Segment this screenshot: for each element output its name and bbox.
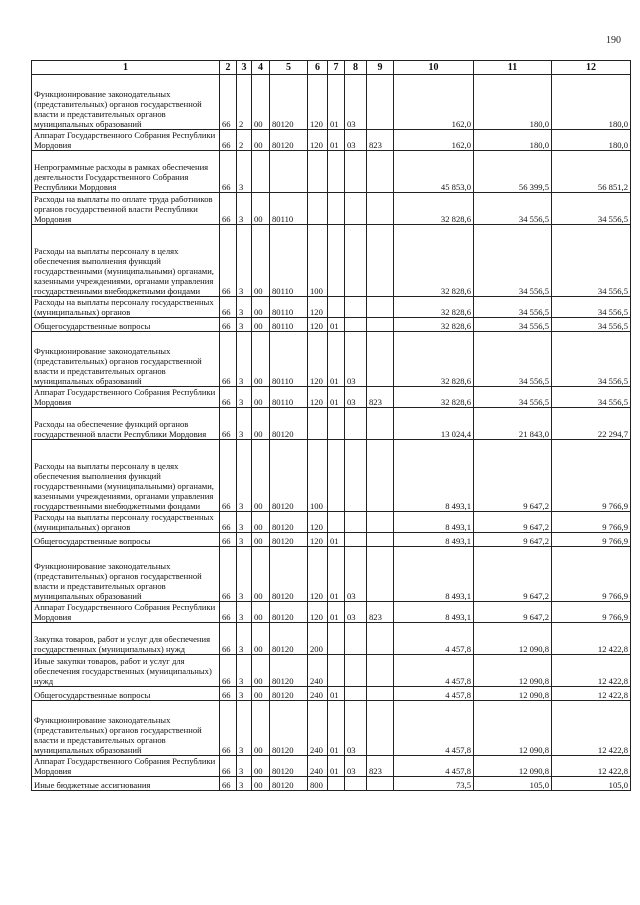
row-code-c4: 00	[252, 297, 270, 318]
row-code-c3: 3	[237, 297, 252, 318]
row-value-c12: 12 422,8	[552, 623, 631, 655]
row-code-c2: 66	[220, 318, 237, 332]
row-code-c9	[367, 701, 394, 756]
row-code-c2: 66	[220, 193, 237, 225]
row-code-c7	[328, 193, 345, 225]
row-code-c4: 00	[252, 332, 270, 387]
row-code-c7: 01	[328, 547, 345, 602]
row-value-c11: 34 556,5	[474, 225, 552, 297]
row-value-c10: 32 828,6	[394, 225, 474, 297]
row-code-c6: 240	[308, 701, 328, 756]
row-code-c4: 00	[252, 777, 270, 791]
row-code-c4: 00	[252, 193, 270, 225]
row-value-c10: 8 493,1	[394, 512, 474, 533]
row-code-c2: 66	[220, 387, 237, 408]
row-code-c9: 823	[367, 602, 394, 623]
row-value-c11: 34 556,5	[474, 193, 552, 225]
row-code-c6	[308, 151, 328, 193]
row-code-c6: 240	[308, 756, 328, 777]
row-code-c6: 200	[308, 623, 328, 655]
row-code-c7	[328, 225, 345, 297]
row-name: Расходы на выплаты персоналу в целях обеспечения выполнения функций государственными (муниципальными) органами, казенными учреждениями, органами управления государственными внебюджетными фондами	[32, 225, 220, 297]
row-value-c11: 12 090,8	[474, 701, 552, 756]
row-value-c12: 34 556,5	[552, 332, 631, 387]
row-value-c12: 12 422,8	[552, 701, 631, 756]
row-code-c9	[367, 408, 394, 440]
row-code-c8: 03	[345, 332, 367, 387]
table-row	[32, 387, 631, 408]
row-code-c8: 03	[345, 602, 367, 623]
row-code-c2: 66	[220, 623, 237, 655]
row-code-c3: 3	[237, 777, 252, 791]
row-code-c9	[367, 512, 394, 533]
table-row	[32, 547, 631, 602]
row-code-c6: 240	[308, 655, 328, 687]
row-value-c12: 180,0	[552, 75, 631, 130]
row-value-c11: 12 090,8	[474, 655, 552, 687]
row-code-c3: 3	[237, 512, 252, 533]
row-value-c11: 34 556,5	[474, 297, 552, 318]
column-header: 11	[474, 61, 552, 75]
row-code-c3: 3	[237, 701, 252, 756]
table-row	[32, 777, 631, 791]
row-code-c8	[345, 533, 367, 547]
row-value-c10: 4 457,8	[394, 701, 474, 756]
row-code-c7	[328, 623, 345, 655]
row-code-c7: 01	[328, 533, 345, 547]
row-value-c10: 4 457,8	[394, 756, 474, 777]
row-code-c5: 80120	[270, 533, 308, 547]
row-code-c9	[367, 440, 394, 512]
column-header: 4	[252, 61, 270, 75]
row-code-c3: 3	[237, 655, 252, 687]
table-row	[32, 408, 631, 440]
row-value-c10: 32 828,6	[394, 193, 474, 225]
row-code-c6: 100	[308, 225, 328, 297]
table-row	[32, 151, 631, 193]
row-code-c9	[367, 75, 394, 130]
budget-table	[31, 60, 631, 791]
row-code-c3: 3	[237, 387, 252, 408]
row-name: Расходы на выплаты персоналу государственных (муниципальных) органов	[32, 512, 220, 533]
column-header: 12	[552, 61, 631, 75]
row-code-c4: 00	[252, 756, 270, 777]
row-code-c9	[367, 687, 394, 701]
row-code-c3: 3	[237, 547, 252, 602]
row-value-c10: 4 457,8	[394, 655, 474, 687]
row-code-c6: 120	[308, 332, 328, 387]
row-code-c4: 00	[252, 387, 270, 408]
row-value-c10: 162,0	[394, 130, 474, 151]
row-name: Функционирование законодательных (представительных) органов государственной власти и представительных органов муниципальных образований	[32, 332, 220, 387]
row-code-c8	[345, 297, 367, 318]
row-code-c3: 3	[237, 687, 252, 701]
row-code-c5: 80120	[270, 512, 308, 533]
row-value-c11: 12 090,8	[474, 756, 552, 777]
row-code-c9	[367, 318, 394, 332]
row-code-c2: 66	[220, 75, 237, 130]
row-value-c12: 12 422,8	[552, 756, 631, 777]
row-code-c9	[367, 623, 394, 655]
row-value-c11: 12 090,8	[474, 687, 552, 701]
row-code-c5: 80110	[270, 193, 308, 225]
row-code-c2: 66	[220, 408, 237, 440]
row-name: Общегосударственные вопросы	[32, 533, 220, 547]
row-code-c8	[345, 623, 367, 655]
row-code-c2: 66	[220, 701, 237, 756]
row-code-c2: 66	[220, 440, 237, 512]
row-code-c7: 01	[328, 332, 345, 387]
table-row	[32, 602, 631, 623]
row-code-c9: 823	[367, 756, 394, 777]
row-code-c4: 00	[252, 408, 270, 440]
column-header: 1	[32, 61, 220, 75]
row-name: Иные бюджетные ассигнования	[32, 777, 220, 791]
row-value-c12: 9 766,9	[552, 547, 631, 602]
row-code-c8	[345, 193, 367, 225]
row-code-c7	[328, 297, 345, 318]
row-code-c8: 03	[345, 756, 367, 777]
row-value-c11: 56 399,5	[474, 151, 552, 193]
row-code-c7	[328, 408, 345, 440]
row-code-c6	[308, 193, 328, 225]
row-code-c7: 01	[328, 602, 345, 623]
row-code-c4	[252, 151, 270, 193]
row-code-c7: 01	[328, 318, 345, 332]
row-code-c7: 01	[328, 130, 345, 151]
row-code-c7: 01	[328, 701, 345, 756]
row-code-c4: 00	[252, 623, 270, 655]
table-row	[32, 130, 631, 151]
row-value-c10: 4 457,8	[394, 623, 474, 655]
row-code-c7	[328, 512, 345, 533]
row-code-c4: 00	[252, 225, 270, 297]
row-name: Общегосударственные вопросы	[32, 687, 220, 701]
row-code-c7	[328, 151, 345, 193]
row-code-c7: 01	[328, 387, 345, 408]
row-code-c8	[345, 151, 367, 193]
row-code-c4: 00	[252, 512, 270, 533]
row-name: Аппарат Государственного Собрания Республики Мордовия	[32, 602, 220, 623]
row-value-c11: 9 647,2	[474, 533, 552, 547]
table-row	[32, 225, 631, 297]
row-code-c2: 66	[220, 130, 237, 151]
row-value-c11: 34 556,5	[474, 318, 552, 332]
row-code-c3: 3	[237, 533, 252, 547]
row-name: Общегосударственные вопросы	[32, 318, 220, 332]
row-value-c10: 8 493,1	[394, 533, 474, 547]
row-value-c10: 32 828,6	[394, 297, 474, 318]
row-code-c5: 80120	[270, 130, 308, 151]
column-header: 2	[220, 61, 237, 75]
row-code-c5: 80120	[270, 440, 308, 512]
row-code-c9	[367, 193, 394, 225]
row-name: Аппарат Государственного Собрания Республики Мордовия	[32, 130, 220, 151]
row-code-c9	[367, 151, 394, 193]
row-code-c3: 3	[237, 756, 252, 777]
row-code-c2: 66	[220, 151, 237, 193]
row-code-c9	[367, 533, 394, 547]
table-row	[32, 440, 631, 512]
row-code-c7	[328, 777, 345, 791]
row-code-c2: 66	[220, 332, 237, 387]
row-code-c2: 66	[220, 297, 237, 318]
row-value-c12: 34 556,5	[552, 225, 631, 297]
row-code-c7: 01	[328, 687, 345, 701]
row-code-c4: 00	[252, 687, 270, 701]
row-value-c10: 13 024,4	[394, 408, 474, 440]
row-code-c4: 00	[252, 75, 270, 130]
row-code-c9	[367, 547, 394, 602]
row-code-c6: 120	[308, 75, 328, 130]
row-value-c11: 9 647,2	[474, 440, 552, 512]
row-code-c4: 00	[252, 318, 270, 332]
row-value-c10: 8 493,1	[394, 602, 474, 623]
row-code-c6: 120	[308, 512, 328, 533]
row-code-c9: 823	[367, 130, 394, 151]
row-name: Расходы на выплаты персоналу государственных (муниципальных) органов	[32, 297, 220, 318]
row-value-c12: 9 766,9	[552, 512, 631, 533]
row-value-c11: 9 647,2	[474, 547, 552, 602]
row-code-c5: 80110	[270, 225, 308, 297]
row-code-c2: 66	[220, 225, 237, 297]
table-row	[32, 655, 631, 687]
column-header: 5	[270, 61, 308, 75]
table-row	[32, 332, 631, 387]
row-code-c8	[345, 687, 367, 701]
row-code-c8: 03	[345, 547, 367, 602]
row-code-c6: 800	[308, 777, 328, 791]
row-code-c8	[345, 655, 367, 687]
column-header: 7	[328, 61, 345, 75]
row-value-c12: 34 556,5	[552, 297, 631, 318]
row-code-c8	[345, 318, 367, 332]
row-name: Непрограммные расходы в рамках обеспечения деятельности Государственного Собрания Республики Мордовия	[32, 151, 220, 193]
table-row	[32, 512, 631, 533]
row-code-c7	[328, 655, 345, 687]
row-value-c10: 4 457,8	[394, 687, 474, 701]
row-code-c3: 3	[237, 318, 252, 332]
row-code-c3: 3	[237, 623, 252, 655]
row-code-c9	[367, 225, 394, 297]
row-code-c5: 80120	[270, 623, 308, 655]
table-row	[32, 533, 631, 547]
row-code-c2: 66	[220, 655, 237, 687]
row-code-c9	[367, 297, 394, 318]
row-code-c3: 3	[237, 440, 252, 512]
column-header: 6	[308, 61, 328, 75]
row-code-c4: 00	[252, 701, 270, 756]
row-code-c6	[308, 408, 328, 440]
table-row	[32, 75, 631, 130]
row-code-c8	[345, 440, 367, 512]
row-code-c5: 80110	[270, 297, 308, 318]
row-value-c10: 45 853,0	[394, 151, 474, 193]
row-name: Закупка товаров, работ и услуг для обеспечения государственных (муниципальных) нужд	[32, 623, 220, 655]
column-header: 9	[367, 61, 394, 75]
row-code-c3: 3	[237, 602, 252, 623]
row-value-c12: 105,0	[552, 777, 631, 791]
row-value-c12: 34 556,5	[552, 193, 631, 225]
row-code-c5: 80120	[270, 756, 308, 777]
row-code-c9	[367, 655, 394, 687]
row-value-c12: 22 294,7	[552, 408, 631, 440]
row-code-c7: 01	[328, 75, 345, 130]
column-header: 3	[237, 61, 252, 75]
row-code-c8: 03	[345, 387, 367, 408]
row-name: Аппарат Государственного Собрания Республики Мордовия	[32, 756, 220, 777]
row-value-c12: 34 556,5	[552, 387, 631, 408]
row-code-c2: 66	[220, 777, 237, 791]
row-code-c5: 80120	[270, 687, 308, 701]
row-code-c3: 3	[237, 193, 252, 225]
row-code-c6: 120	[308, 533, 328, 547]
row-code-c9: 823	[367, 387, 394, 408]
row-code-c3: 2	[237, 75, 252, 130]
row-code-c3: 3	[237, 332, 252, 387]
row-value-c12: 9 766,9	[552, 533, 631, 547]
row-code-c8: 03	[345, 701, 367, 756]
row-code-c5: 80120	[270, 75, 308, 130]
row-name: Функционирование законодательных (представительных) органов государственной власти и представительных органов муниципальных образований	[32, 701, 220, 756]
row-code-c4: 00	[252, 547, 270, 602]
row-value-c10: 8 493,1	[394, 547, 474, 602]
row-code-c8: 03	[345, 130, 367, 151]
row-code-c5	[270, 151, 308, 193]
row-value-c11: 34 556,5	[474, 387, 552, 408]
row-code-c7	[328, 440, 345, 512]
row-code-c4: 00	[252, 533, 270, 547]
row-code-c3: 2	[237, 130, 252, 151]
page-number: 190	[606, 35, 621, 46]
table-row	[32, 318, 631, 332]
row-code-c2: 66	[220, 602, 237, 623]
row-value-c10: 32 828,6	[394, 332, 474, 387]
row-code-c8	[345, 225, 367, 297]
row-code-c9	[367, 777, 394, 791]
row-value-c12: 12 422,8	[552, 687, 631, 701]
row-code-c5: 80120	[270, 602, 308, 623]
row-code-c4: 00	[252, 602, 270, 623]
row-name: Аппарат Государственного Собрания Республики Мордовия	[32, 387, 220, 408]
row-code-c2: 66	[220, 533, 237, 547]
row-code-c6: 120	[308, 547, 328, 602]
row-value-c10: 32 828,6	[394, 318, 474, 332]
row-code-c5: 80120	[270, 547, 308, 602]
row-code-c5: 80110	[270, 387, 308, 408]
row-code-c6: 120	[308, 297, 328, 318]
row-code-c5: 80120	[270, 777, 308, 791]
row-name: Расходы на выплаты по оплате труда работников органов государственной власти Республики Мордовия	[32, 193, 220, 225]
table-body	[32, 75, 631, 791]
row-value-c10: 73,5	[394, 777, 474, 791]
row-code-c3: 3	[237, 408, 252, 440]
row-code-c2: 66	[220, 512, 237, 533]
row-code-c8	[345, 777, 367, 791]
row-name: Иные закупки товаров, работ и услуг для обеспечения государственных (муниципальных) нужд	[32, 655, 220, 687]
row-value-c12: 180,0	[552, 130, 631, 151]
column-header: 10	[394, 61, 474, 75]
row-code-c4: 00	[252, 130, 270, 151]
table-row	[32, 687, 631, 701]
row-value-c10: 32 828,6	[394, 387, 474, 408]
row-code-c4: 00	[252, 655, 270, 687]
row-code-c6: 240	[308, 687, 328, 701]
row-name: Расходы на выплаты персоналу в целях обеспечения выполнения функций государственными (муниципальными) органами, казенными учреждениями, органами управления государственными внебюджетными фондами	[32, 440, 220, 512]
row-code-c3: 3	[237, 225, 252, 297]
row-name: Функционирование законодательных (представительных) органов государственной власти и представительных органов муниципальных образований	[32, 75, 220, 130]
row-code-c2: 66	[220, 687, 237, 701]
row-code-c8: 03	[345, 75, 367, 130]
row-code-c6: 120	[308, 318, 328, 332]
row-value-c12: 9 766,9	[552, 440, 631, 512]
row-code-c5: 80120	[270, 408, 308, 440]
row-value-c11: 21 843,0	[474, 408, 552, 440]
row-value-c11: 12 090,8	[474, 623, 552, 655]
row-code-c3: 3	[237, 151, 252, 193]
row-code-c4: 00	[252, 440, 270, 512]
row-value-c11: 180,0	[474, 75, 552, 130]
row-value-c11: 180,0	[474, 130, 552, 151]
row-code-c5: 80120	[270, 701, 308, 756]
header-row	[32, 61, 631, 75]
row-value-c10: 8 493,1	[394, 440, 474, 512]
row-code-c5: 80120	[270, 655, 308, 687]
row-code-c6: 100	[308, 440, 328, 512]
table-row	[32, 701, 631, 756]
table-row	[32, 193, 631, 225]
row-value-c11: 105,0	[474, 777, 552, 791]
row-code-c5: 80110	[270, 332, 308, 387]
row-name: Функционирование законодательных (представительных) органов государственной власти и представительных органов муниципальных образований	[32, 547, 220, 602]
row-value-c11: 9 647,2	[474, 512, 552, 533]
column-header: 8	[345, 61, 367, 75]
table-row	[32, 756, 631, 777]
row-value-c11: 9 647,2	[474, 602, 552, 623]
row-code-c7: 01	[328, 756, 345, 777]
row-value-c11: 34 556,5	[474, 332, 552, 387]
table-row	[32, 297, 631, 318]
row-code-c6: 120	[308, 130, 328, 151]
row-code-c9	[367, 332, 394, 387]
row-code-c6: 120	[308, 387, 328, 408]
row-code-c6: 120	[308, 602, 328, 623]
row-code-c2: 66	[220, 547, 237, 602]
row-name: Расходы на обеспечение функций органов государственной власти Республики Мордовия	[32, 408, 220, 440]
table-row	[32, 623, 631, 655]
row-code-c8	[345, 408, 367, 440]
row-value-c12: 34 556,5	[552, 318, 631, 332]
row-value-c12: 56 851,2	[552, 151, 631, 193]
row-value-c12: 9 766,9	[552, 602, 631, 623]
row-code-c2: 66	[220, 756, 237, 777]
row-value-c12: 12 422,8	[552, 655, 631, 687]
row-code-c5: 80110	[270, 318, 308, 332]
row-value-c10: 162,0	[394, 75, 474, 130]
row-code-c8	[345, 512, 367, 533]
